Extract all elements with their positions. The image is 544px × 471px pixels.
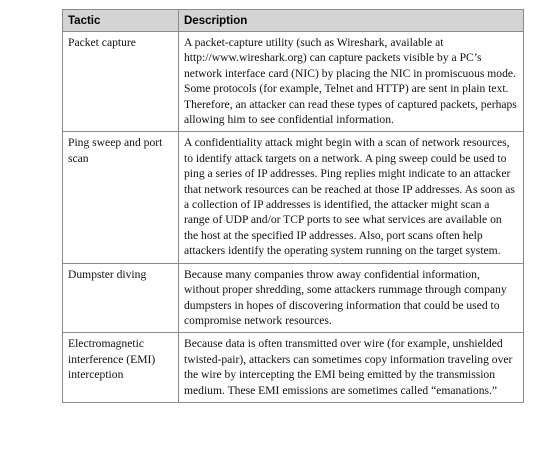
header-description: Description [179, 10, 524, 32]
description-cell: Because data is often transmitted over wire (for example, unshielded twisted-pair), attackers can sometimes copy information traveling over the wire by intercepting the EMI being emitted by the transmission medium. These EMI emissions are sometimes called “emanations.” [179, 333, 524, 403]
description-cell: Because many companies throw away confidential information, without proper shredding, some attackers rummage through company dumpsters in hopes of discovering information that could be used to compromise network resources. [179, 263, 524, 333]
description-cell: A packet-capture utility (such as Wireshark, available at http://www.wireshark.org) can capture packets visible by a PC’s network interface card (NIC) by placing the NIC in promiscuous mode. Some protocols (for example, Telnet and HTTP) are sent in plain text. Therefore, an attacker can read these types of captured packets, perhaps allowing him to see confidential information. [179, 32, 524, 132]
table-row [63, 32, 524, 132]
table-row [63, 263, 524, 333]
table-row [63, 132, 524, 263]
tactic-cell: Electromagnetic interference (EMI) interception [63, 333, 179, 403]
tactic-cell: Ping sweep and port scan [63, 132, 179, 263]
header-row [63, 10, 524, 32]
table-row [63, 333, 524, 403]
tactic-cell: Dumpster diving [63, 263, 179, 333]
tactic-cell: Packet capture [63, 32, 179, 132]
header-tactic: Tactic [63, 10, 179, 32]
description-cell: A confidentiality attack might begin with a scan of network resources, to identify attack targets on a network. A ping sweep could be used to ping a series of IP addresses. Ping replies might indicate to an attacker that network resources can be reached at those IP addresses. As soon as a collection of IP addresses is identified, the attacker might scan a range of UDP and/or TCP ports to see what services are available on the host at the specified IP addresses. Also, port scans often help attackers identify the operating system running on the target system. [179, 132, 524, 263]
tactics-table [62, 9, 524, 403]
